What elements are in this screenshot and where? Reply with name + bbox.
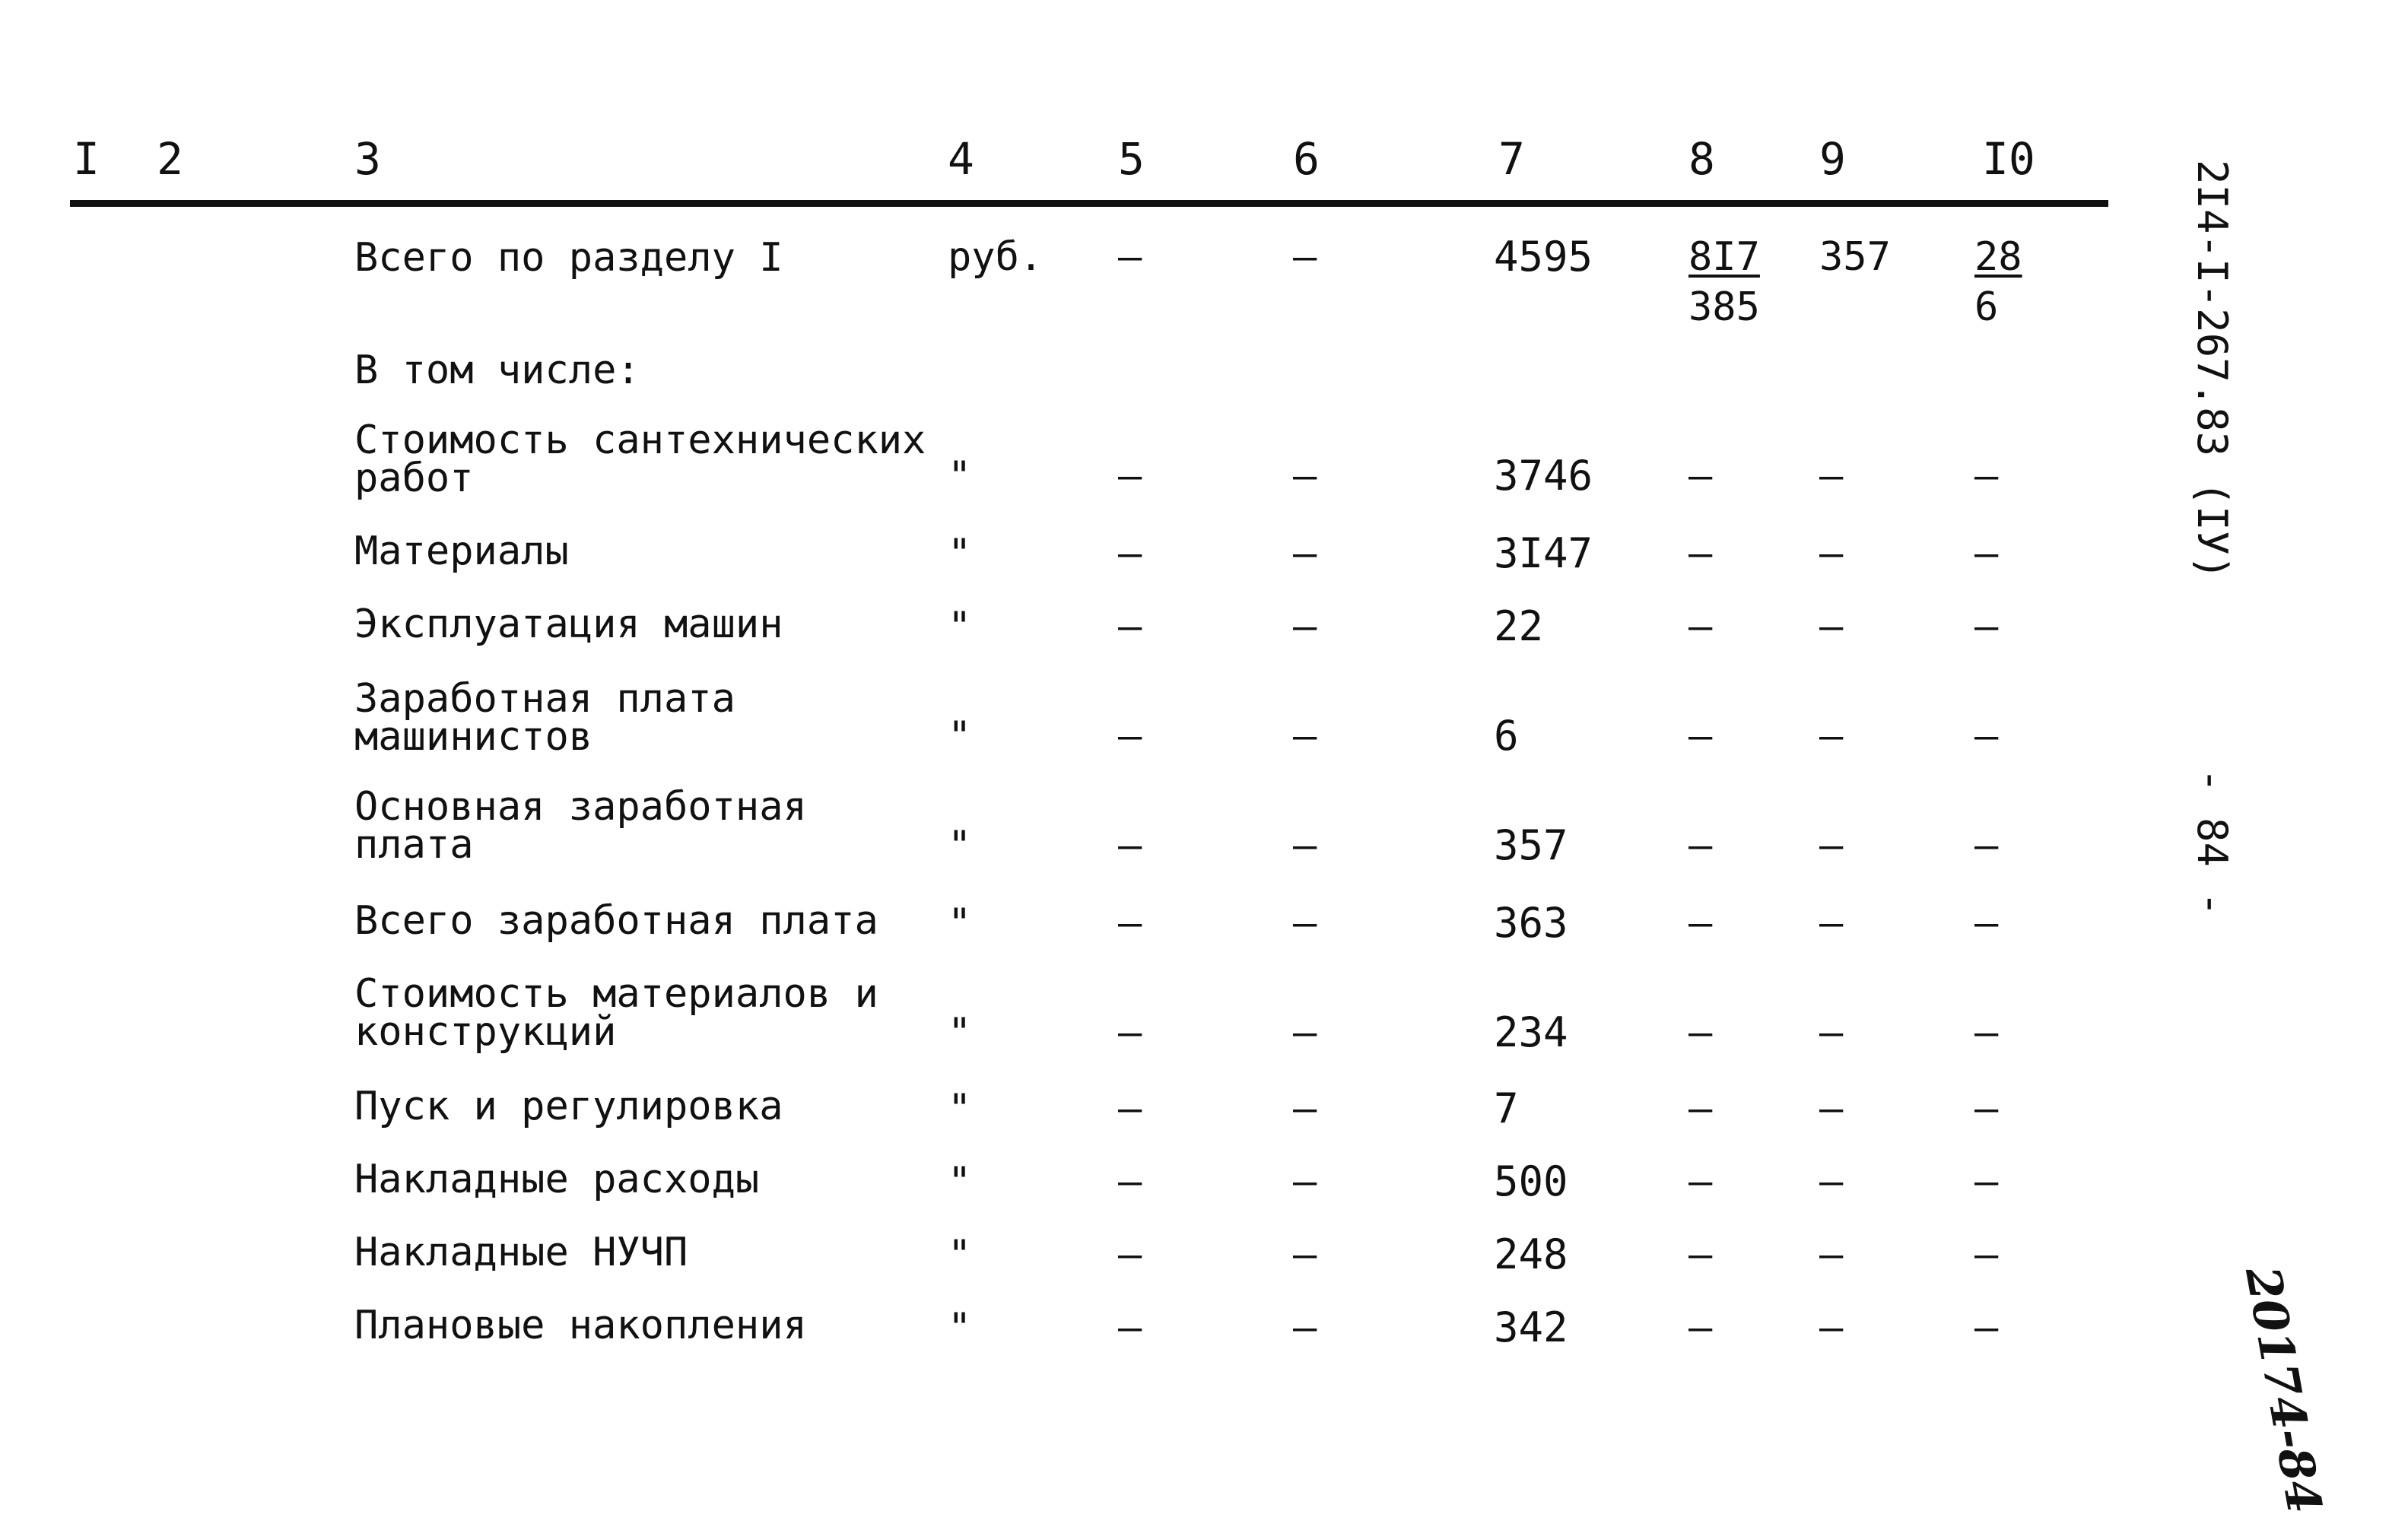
row-col5: – [1118,713,1142,759]
row-unit: " [948,1010,972,1056]
row-col9: – [1819,604,1844,649]
column-header-1: I [73,133,100,185]
column-header-9: 9 [1819,133,1846,185]
row-col9: – [1819,823,1844,868]
row-col9: – [1819,900,1844,946]
row-col10-denominator: 6 [1974,284,1999,330]
page-number: - 84 - [2188,768,2236,917]
row-col8: – [1688,713,1713,759]
row-label: В том числе: [354,348,640,393]
row-col8: – [1688,900,1713,946]
row-col8: – [1688,453,1713,499]
row-unit: руб. [948,234,1044,280]
row-col8: – [1688,604,1713,649]
row-col7: 500 [1494,1157,1568,1205]
row-col10: – [1974,531,1999,576]
row-col6: – [1293,1305,1317,1351]
row-col6: – [1293,453,1317,499]
row-col7: 6 [1494,712,1519,760]
row-col5: – [1118,1305,1142,1351]
row-col9: – [1819,1305,1844,1351]
row-label: Стоимость сантехнических [354,417,926,463]
row-col5: – [1118,900,1142,946]
row-col5: – [1118,1086,1142,1132]
row-col10: – [1974,604,1999,649]
row-unit: " [948,823,972,868]
row-col10: – [1974,453,1999,499]
row-label: Стоимость материалов и [354,971,878,1017]
row-col7: 357 [1494,821,1568,869]
row-col6: – [1293,713,1317,759]
row-label: Плановые накопления [354,1303,807,1348]
handwritten-signature: 20174-84 [2235,1262,2333,1518]
row-col10: – [1974,1305,1999,1351]
row-col7: 3I47 [1494,529,1593,577]
row-col9: – [1819,1086,1844,1132]
row-label-continuation: плата [354,822,474,868]
row-col10: – [1974,1086,1999,1132]
row-col10: – [1974,713,1999,759]
row-col5: – [1118,531,1142,576]
row-label-continuation: машинистов [354,714,593,760]
row-col5: – [1118,1232,1142,1278]
row-unit: " [948,713,972,759]
row-col7: 3746 [1494,452,1593,500]
row-col6: – [1293,823,1317,868]
row-unit: " [948,531,972,576]
column-header-8: 8 [1688,133,1715,185]
document-code: 2I4-I-267.83 (IУ) [2188,160,2236,580]
row-label: Материалы [354,529,569,574]
row-col5: – [1118,1010,1142,1056]
row-col9: – [1819,1159,1844,1205]
row-col6: – [1293,1086,1317,1132]
row-label: Эксплуатация машин [354,602,783,647]
row-col5: – [1118,1159,1142,1205]
row-col6: – [1293,1010,1317,1056]
row-col8: – [1688,1305,1713,1351]
row-col7: 342 [1494,1303,1568,1351]
row-col9: – [1819,531,1844,576]
row-col10: – [1974,823,1999,868]
row-label: Пуск и регулировка [354,1084,783,1129]
row-label: Основная заработная [354,784,807,830]
row-col8: – [1688,1086,1713,1132]
row-col6: – [1293,900,1317,946]
row-col5: – [1118,234,1142,280]
column-header-2: 2 [157,133,183,185]
row-col8: – [1688,823,1713,868]
row-unit: " [948,1232,972,1278]
row-label-continuation: работ [354,456,474,501]
row-col5: – [1118,604,1142,649]
row-unit: " [948,1305,972,1351]
row-col8: – [1688,1232,1713,1278]
row-col10: – [1974,1010,1999,1056]
row-col9: – [1819,453,1844,499]
header-divider [70,200,2108,207]
row-col8: – [1688,1010,1713,1056]
row-label: Накладные расходы [354,1157,760,1202]
column-header-3: 3 [354,133,381,185]
row-unit: " [948,900,972,946]
row-col6: – [1293,234,1317,280]
row-col8: – [1688,1159,1713,1205]
row-col8-numerator: 8I7 [1688,234,1760,280]
row-col7: 4595 [1494,233,1593,281]
column-header-6: 6 [1293,133,1320,185]
column-header-4: 4 [948,133,974,185]
row-label: Накладные НУЧП [354,1230,688,1275]
row-label-continuation: конструкций [354,1009,617,1055]
row-unit: " [948,453,972,499]
row-label: Заработная плата [354,676,735,722]
row-col7: 234 [1494,1008,1568,1056]
row-unit: " [948,1086,972,1132]
row-col9: – [1819,713,1844,759]
row-col10-numerator: 28 [1974,234,2022,280]
row-col7: 22 [1494,602,1544,650]
row-col7: 7 [1494,1084,1519,1132]
row-col7: 248 [1494,1230,1568,1278]
row-col9: – [1819,1232,1844,1278]
row-unit: " [948,604,972,649]
row-col10: – [1974,900,1999,946]
row-col8: – [1688,531,1713,576]
row-col6: – [1293,531,1317,576]
row-col6: – [1293,604,1317,649]
row-label: Всего заработная плата [354,898,878,944]
row-label: Всего по разделу I [354,235,783,281]
row-col10: – [1974,1232,1999,1278]
column-header-7: 7 [1498,133,1525,185]
row-col6: – [1293,1232,1317,1278]
row-col5: – [1118,453,1142,499]
column-header-10: I0 [1982,133,2035,185]
row-col5: – [1118,823,1142,868]
row-col9: – [1819,1010,1844,1056]
row-col9: 357 [1819,234,1891,280]
row-col6: – [1293,1159,1317,1205]
row-col7: 363 [1494,899,1568,947]
row-col8-denominator: 385 [1688,284,1760,330]
column-header-5: 5 [1118,133,1145,185]
row-unit: " [948,1159,972,1205]
row-col10: – [1974,1159,1999,1205]
